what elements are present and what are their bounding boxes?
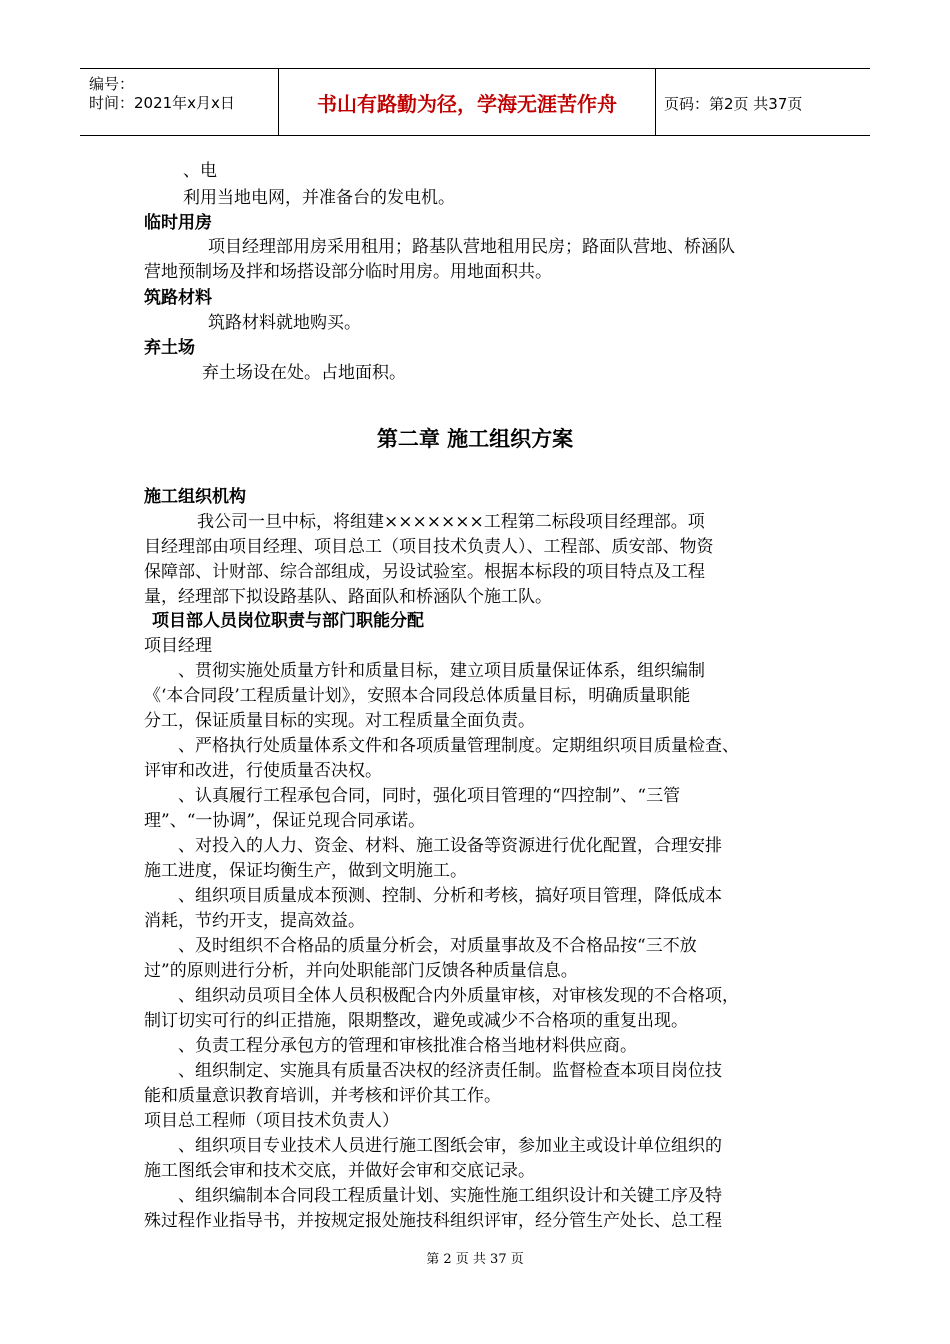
body-line: 量，经理部下拟设路基队、路面队和桥涵队个施工队。 bbox=[144, 587, 552, 607]
body-line: 制订切实可行的纠正措施，限期整改，避免或减少不合格项的重复出现。 bbox=[144, 1011, 688, 1031]
body-line: 、组织动员项目全体人员积极配合内外质量审核，对审核发现的不合格项， bbox=[178, 986, 739, 1006]
body-line: 项目经理 bbox=[144, 636, 212, 656]
body-heading: 施工组织机构 bbox=[144, 487, 246, 507]
body-line: 消耗，节约开支，提高效益。 bbox=[144, 911, 365, 931]
body-line: 《‘本合同段’工程质量计划》，安照本合同段总体质量目标，明确质量职能 bbox=[144, 686, 691, 706]
header-meta-cell bbox=[80, 69, 279, 135]
section-heading: 弃土场 bbox=[144, 338, 195, 358]
body-line: 、组织项目专业技术人员进行施工图纸会审，参加业主或设计单位组织的 bbox=[178, 1136, 722, 1156]
body-line: 、贯彻实施处质量方针和质量目标，建立项目质量保证体系，组织编制 bbox=[178, 661, 705, 681]
body-line: 、认真履行工程承包合同，同时，强化项目管理的“四控制”、“三管 bbox=[178, 786, 681, 806]
date-label: 时间：2021年x月x日 bbox=[89, 94, 235, 112]
section-line: 、电 bbox=[183, 161, 217, 181]
body-line: 评审和改进，行使质量否决权。 bbox=[144, 761, 382, 781]
header-page-label: 页码：第2页 共37页 bbox=[664, 95, 803, 113]
body-line: 、严格执行处质量体系文件和各项质量管理制度。定期组织项目质量检查、 bbox=[178, 736, 739, 756]
body-line: 、组织项目质量成本预测、控制、分析和考核，搞好项目管理，降低成本 bbox=[178, 886, 722, 906]
body-line: 保障部、计财部、综合部组成，另设试验室。根据本标段的项目特点及工程 bbox=[144, 562, 705, 582]
body-line: 过”的原则进行分析，并向处职能部门反馈各种质量信息。 bbox=[144, 961, 578, 981]
body-line: 、组织制定、实施具有质量否决权的经济责任制。监督检查本项目岗位技 bbox=[178, 1061, 722, 1081]
section-line: 利用当地电网，并准备台的发电机。 bbox=[183, 188, 455, 208]
body-line: 、组织编制本合同段工程质量计划、实施性施工组织设计和关键工序及特 bbox=[178, 1186, 722, 1206]
body-line: 、对投入的人力、资金、材料、施工设备等资源进行优化配置，合理安排 bbox=[178, 836, 722, 856]
page-header bbox=[80, 68, 870, 136]
body-line: 能和质量意识教育培训，并考核和评价其工作。 bbox=[144, 1086, 501, 1106]
code-label: 编号： bbox=[89, 75, 135, 93]
page-footer: 第 2 页 共 37 页 bbox=[426, 1252, 524, 1267]
body-heading: 项目部人员岗位职责与部门职能分配 bbox=[152, 611, 424, 631]
body-line: 理”、“一协调”，保证兑现合同承诺。 bbox=[144, 811, 426, 831]
body-subheading: 项目总工程师（项目技术负责人） bbox=[144, 1111, 399, 1131]
section-line: 弃土场设在处。占地面积。 bbox=[202, 363, 406, 383]
body-line: 目经理部由项目经理、项目总工（项目技术负责人）、工程部、质安部、物资 bbox=[144, 537, 714, 557]
header-motto: 书山有路勤为径，学海无涯苦作舟 bbox=[279, 69, 656, 135]
body-line: 施工图纸会审和技术交底，并做好会审和交底记录。 bbox=[144, 1161, 535, 1181]
section-heading: 临时用房 bbox=[144, 213, 212, 233]
body-line: 我公司一旦中标，将组建×××××××工程第二标段项目经理部。项 bbox=[197, 512, 705, 532]
section-line: 营地预制场及拌和场搭设部分临时用房。用地面积共。 bbox=[144, 262, 552, 282]
section-heading: 筑路材料 bbox=[144, 288, 212, 308]
chapter-title: 第二章 施工组织方案 bbox=[376, 427, 574, 451]
section-line: 筑路材料就地购买。 bbox=[208, 313, 361, 333]
body-line: 、及时组织不合格品的质量分析会，对质量事故及不合格品按“三不放 bbox=[178, 936, 697, 956]
section-line: 项目经理部用房采用租用；路基队营地租用民房；路面队营地、桥涵队 bbox=[208, 237, 735, 257]
body-line: 施工进度，保证均衡生产，做到文明施工。 bbox=[144, 861, 467, 881]
body-line: 殊过程作业指导书，并按规定报处施技科组织评审，经分管生产处长、总工程 bbox=[144, 1211, 722, 1231]
body-line: 分工，保证质量目标的实现。对工程质量全面负责。 bbox=[144, 711, 535, 731]
body-line: 、负责工程分承包方的管理和审核批准合格当地材料供应商。 bbox=[178, 1036, 637, 1056]
